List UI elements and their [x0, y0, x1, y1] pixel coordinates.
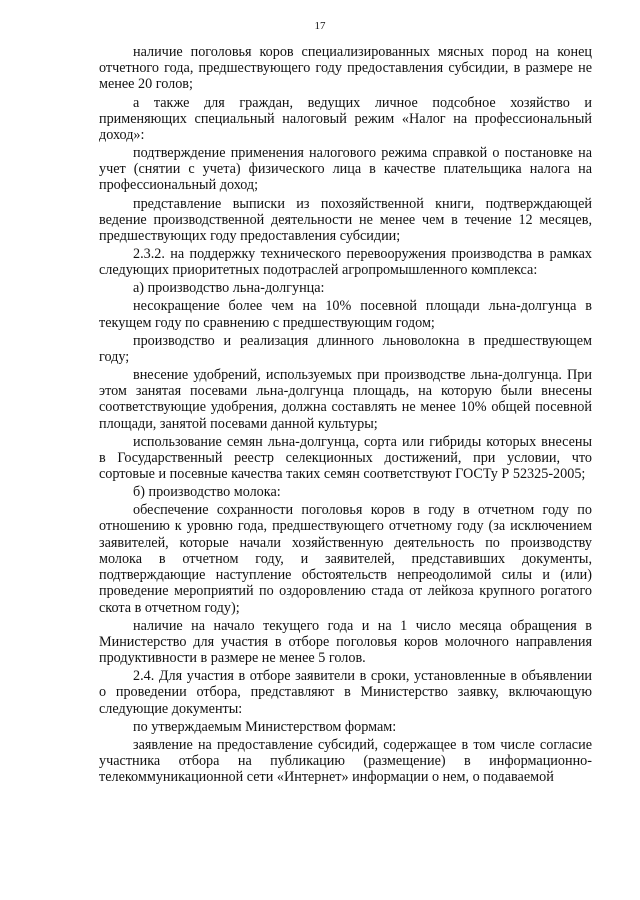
paragraph: а) производство льна-долгунца: [133, 280, 325, 297]
paragraph: а также для граждан, ведущих личное подсобное хозяйство и применяющих специальный налоговый режим «Налог на профессиональный доход»: [99, 94, 592, 143]
paragraph: подтверждение применения налогового режима справкой о постановке на учет (снятии с учета) физического лица в качестве плательщика налога на профессиональный доход; [99, 145, 592, 194]
paragraph: несокращение более чем на 10% посевной площади льна-долгунца в текущем году по сравнению с предшествующим годом; [99, 298, 592, 331]
paragraph: представление выписки из похозяйственной книги, подтверждающей ведение производственной деятельности не менее чем в течение 12 месяцев, предшествующих году предоставления субсидии; [99, 195, 592, 244]
paragraph: б) производство молока: [133, 484, 281, 501]
paragraph: 2.3.2. на поддержку технического перевооружения производства в рамках следующих приоритетных подотраслей агропромышленного комплекса: [99, 246, 592, 279]
paragraph: производство и реализация длинного льноволокна в предшествующем году; [99, 332, 592, 365]
page-number: 17 [314, 20, 326, 32]
paragraph: использование семян льна-долгунца, сорта или гибриды которых внесены в Государственный реестр селекционных достижений, при условии, что сортовые и посевные качества таких семян соответствуют ГОСТу Р 52325-2005; [99, 433, 592, 483]
paragraph: обеспечение сохранности поголовья коров в году в отчетном году по отношению к уровню года, предшествующего отчетному году (за исключением заявителей, которые начали хозяйственную деятельность по производству молока в отчетном году, и заявителей, представивших документы, подтверждающие наступление обстоятельств непреодолимой силы и (или) проведение мероприятий по оздоровлению стада от лейкоза крупного рогатого скота в отчетном году); [99, 502, 592, 616]
paragraph: по утверждаемым Министерством формам: [133, 718, 397, 735]
document-body [99, 44, 592, 787]
paragraph: внесение удобрений, используемых при производстве льна-долгунца. При этом занятая посевами льна-долгунца площадь, на которую были внесены соответствующие удобрения, должна составлять не менее 10% общей посевной площади, занятой посевами данной культуры; [99, 366, 592, 432]
paragraph: 2.4. Для участия в отборе заявители в сроки, установленные в объявлении о проведении отбора, представляют в Министерство заявку, включающую следующие документы: [99, 668, 592, 717]
paragraph: наличие на начало текущего года и на 1 число месяца обращения в Министерство для участия в отборе поголовья коров молочного направления продуктивности в размере не менее 5 голов. [99, 617, 592, 666]
paragraph: заявление на предоставление субсидий, содержащее в том числе согласие участника отбора на публикацию (размещение) в информационно-телекоммуникационной сети «Интернет» информации о нем, о подаваемой [99, 736, 592, 786]
paragraph: наличие поголовья коров специализированных мясных пород на конец отчетного года, предшествующего году предоставления субсидии, в размере не менее 20 голов; [99, 44, 592, 93]
